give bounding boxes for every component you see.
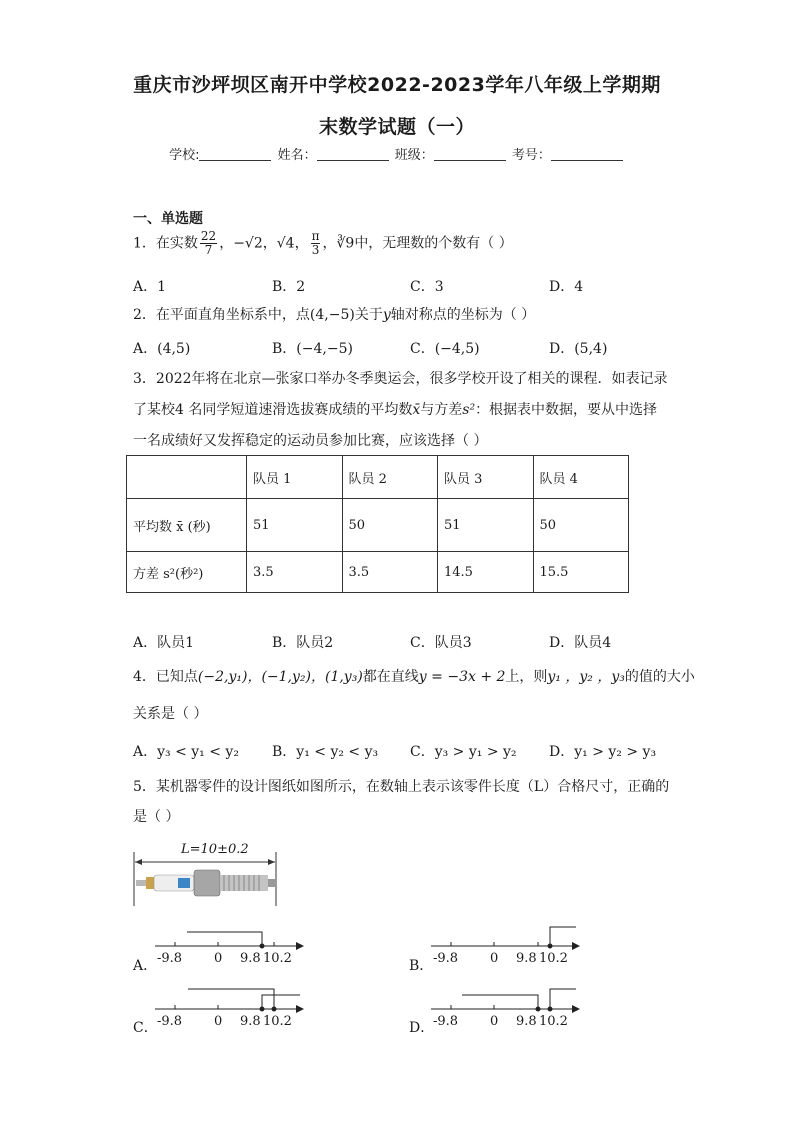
q2-option-c[interactable]: C．(−4,5)	[410, 341, 480, 357]
table-cell: 14.5	[438, 552, 534, 593]
table-cell: 51	[438, 499, 534, 552]
q3-option-a[interactable]: A．队员1	[133, 635, 195, 651]
section-title: 一、单选题	[133, 211, 203, 227]
q3-option-b[interactable]: B．队员2	[272, 635, 334, 651]
q4-option-b[interactable]: B．y₁ < y₂ < y₃	[272, 744, 379, 760]
q1-prefix: 1．在实数	[133, 235, 198, 252]
tick-label: 10.2	[263, 951, 292, 966]
q1-frac-num: 22	[200, 229, 217, 243]
q5-option-a[interactable]: A．	[133, 958, 158, 974]
q4-points: (−2,y₁)，(−1,y₂)，(1,y₃)	[197, 669, 363, 685]
table-header-cell	[127, 456, 247, 499]
interval-ray	[262, 995, 300, 1009]
q3-data-table	[126, 455, 629, 593]
q3-text: 了某校4 名同学短道速滑选拔赛成绩的平均数	[133, 402, 413, 418]
q4-vars: y₁ ，y₂ ，y₃	[547, 669, 625, 685]
tick-label: 9.8	[240, 951, 261, 966]
q2-text: 2．在平面直角坐标系中，点	[133, 307, 310, 323]
table-row-label: 方差 s²(秒²)	[127, 552, 247, 593]
tick-label: 9.8	[516, 1014, 537, 1029]
q1-sep: ，	[294, 235, 309, 252]
q3-text: ：根据表中数据，要从中选择	[475, 402, 658, 418]
name-label: 姓名：	[277, 148, 317, 163]
title-line-1: 重庆市沙坪坝区南开中学校2022-2023学年八年级上学期期	[133, 74, 661, 96]
q4-option-c[interactable]: C．y₃ > y₁ > y₂	[410, 744, 517, 760]
tick-label: -9.8	[433, 951, 459, 966]
class-label: 班级：	[394, 148, 434, 163]
q2-text: 轴对称点的坐标为（ ）	[390, 307, 536, 323]
tick-label: 0	[214, 951, 223, 966]
exam-no-field[interactable]	[551, 148, 623, 161]
school-label: 学校:	[169, 148, 200, 163]
q2-option-a[interactable]: A．(4,5)	[133, 341, 191, 357]
q1-pi-num: π	[311, 229, 320, 243]
q4-line-eq: y = −3x + 2	[418, 669, 506, 685]
tick-label: -9.8	[157, 951, 183, 966]
tick-label: 10.2	[539, 951, 568, 966]
table-cell: 50	[533, 499, 629, 552]
interval-ray	[188, 989, 274, 1009]
name-field[interactable]	[317, 148, 389, 161]
diagram-label: L=10±0.2	[181, 842, 249, 857]
arrow-left-icon	[135, 859, 142, 865]
school-field[interactable]	[199, 148, 271, 161]
q3-line-3: 一名成绩好又发挥稳定的运动员参加比赛，应该选择（ ）	[133, 433, 488, 449]
arrow-right-icon	[268, 859, 275, 865]
q4-text: 4．已知点	[133, 669, 198, 685]
student-info-line	[0, 144, 794, 163]
tick-label: 10.2	[539, 1014, 568, 1029]
table-cell: 3.5	[247, 552, 343, 593]
tick-label: 0	[490, 951, 499, 966]
q4-text: 的值的大小	[624, 669, 695, 685]
table-cell: 15.5	[533, 552, 629, 593]
solid-point	[548, 944, 553, 949]
q5-option-c[interactable]: C．	[133, 1020, 158, 1036]
q4-option-d[interactable]: D．y₁ > y₂ > y₃	[549, 744, 657, 760]
axis-arrow-icon	[572, 1005, 580, 1013]
q5-line-2: 是（ ）	[133, 809, 180, 825]
table-row	[127, 552, 629, 593]
q1-sep: ，	[322, 235, 337, 252]
tick-label: 0	[490, 1014, 499, 1029]
tick-label: 10.2	[263, 1014, 292, 1029]
title-line-2: 末数学试题（一）	[318, 116, 475, 138]
q2-axis-var: y	[382, 307, 391, 323]
table-cell: 50	[342, 499, 438, 552]
q2-option-b[interactable]: B．(−4,−5)	[272, 341, 353, 357]
q4-option-a[interactable]: A．y₃ < y₁ < y₂	[133, 744, 239, 760]
axis-arrow-icon	[572, 942, 580, 950]
table-header-row	[127, 456, 629, 499]
axis-arrow-icon	[296, 1005, 304, 1013]
q3-xbar: x̄	[412, 402, 421, 418]
q3-text: 与方差	[420, 402, 463, 418]
q4-text: 上，则	[505, 669, 548, 685]
solid-point	[536, 1007, 541, 1012]
q1-option-b[interactable]: B．2	[272, 279, 306, 295]
q5-option-d[interactable]: D．	[409, 1020, 435, 1036]
solid-point	[272, 1007, 277, 1012]
q5-line-1: 5．某机器零件的设计图纸如图所示，在数轴上表示该零件长度（L）合格尺寸，正确的	[133, 779, 670, 795]
question-2	[133, 306, 535, 324]
q5-option-b[interactable]: B．	[409, 958, 434, 974]
q1-sep: ，	[219, 235, 234, 252]
table-header-cell: 队员 2	[342, 456, 438, 499]
q4-line-2: 关系是（ ）	[133, 706, 208, 722]
table-header-cell: 队员 4	[533, 456, 629, 499]
q1-option-a[interactable]: A．1	[133, 279, 167, 295]
interval-ray	[462, 995, 538, 1009]
table-row	[127, 499, 629, 552]
tick-label: -9.8	[157, 1014, 183, 1029]
solid-point	[260, 1007, 265, 1012]
q1-option-d[interactable]: D．4	[549, 279, 584, 295]
tick-label: 9.8	[516, 951, 537, 966]
q1-pi-den: 3	[311, 243, 320, 257]
tick-label: 0	[214, 1014, 223, 1029]
q1-sqrt4: √4	[276, 235, 295, 252]
spark-plug-diagram	[130, 848, 280, 910]
class-field[interactable]	[434, 148, 506, 161]
interval-ray	[187, 932, 262, 946]
q1-cbrt9: ∛9	[336, 235, 355, 252]
q3-s2: s²	[462, 402, 476, 418]
q4-line-1	[133, 668, 695, 686]
table-row-label: 平均数 x̄ (秒)	[127, 499, 247, 552]
q1-neg-sqrt2: −√2	[233, 235, 263, 252]
exam-no-label: 考号：	[511, 148, 551, 163]
q2-point: (4,−5)	[309, 307, 355, 323]
tick-label: 9.8	[240, 1014, 261, 1029]
q2-text: 关于	[354, 307, 383, 323]
q3-option-d[interactable]: D．队员4	[549, 635, 612, 651]
table-header-cell: 队员 1	[247, 456, 343, 499]
q1-suffix: 中，无理数的个数有（ ）	[354, 235, 513, 252]
axis-arrow-icon	[296, 942, 304, 950]
q3-option-c[interactable]: C．队员3	[410, 635, 472, 651]
q1-sep: ，	[262, 235, 277, 252]
tick-label: -9.8	[433, 1014, 459, 1029]
table-header-cell: 队员 3	[438, 456, 534, 499]
q3-line-1: 3．2022年将在北京—张家口举办冬季奥运会，很多学校开设了相关的课程．如表记录	[133, 371, 668, 387]
q3-line-2	[133, 401, 657, 419]
q1-fraction	[200, 230, 217, 257]
table-cell: 3.5	[342, 552, 438, 593]
q1-frac-den: 7	[204, 243, 213, 257]
q1-pi-fraction	[311, 230, 321, 257]
solid-point	[548, 1007, 553, 1012]
q2-option-d[interactable]: D．(5,4)	[549, 341, 608, 357]
table-cell: 51	[247, 499, 343, 552]
q4-text: 都在直线	[362, 669, 419, 685]
solid-point	[260, 944, 265, 949]
question-1	[133, 230, 513, 257]
q1-option-c[interactable]: C．3	[410, 279, 444, 295]
spark-plug-icon	[136, 870, 275, 896]
